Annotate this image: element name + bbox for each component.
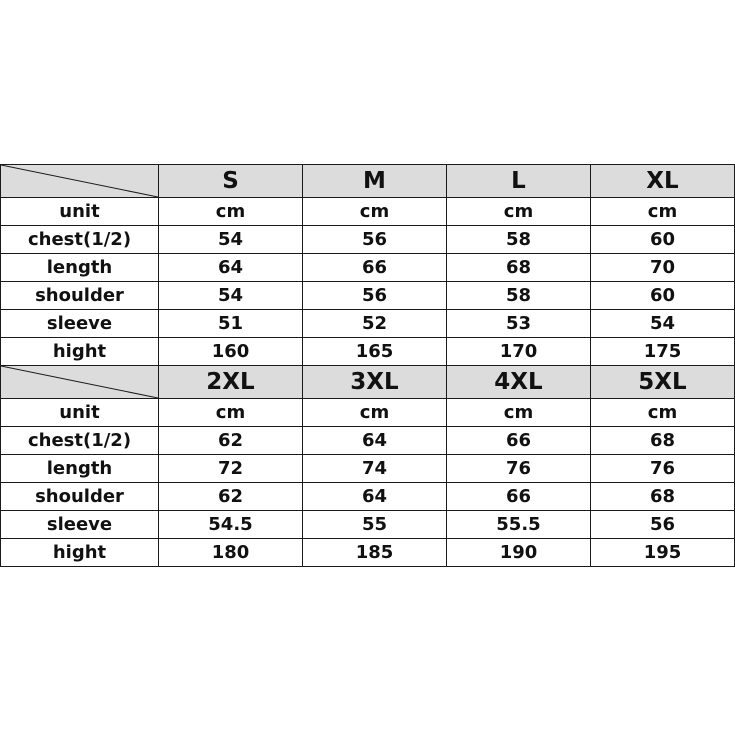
table-cell: 56 — [303, 226, 447, 254]
table-cell: 66 — [447, 427, 591, 455]
table-row — [1, 226, 735, 254]
size-header-row — [1, 165, 735, 198]
row-label: sleeve — [1, 310, 159, 338]
table-row — [1, 198, 735, 226]
table-row — [1, 310, 735, 338]
table-cell: 76 — [591, 455, 735, 483]
table-row — [1, 427, 735, 455]
table-cell: 58 — [447, 226, 591, 254]
row-label: chest(1/2) — [1, 226, 159, 254]
table-cell: cm — [303, 198, 447, 226]
table-cell: 53 — [447, 310, 591, 338]
table-cell: cm — [159, 399, 303, 427]
table-cell: 64 — [159, 254, 303, 282]
table-cell: 54.5 — [159, 511, 303, 539]
table-row — [1, 282, 735, 310]
table-row — [1, 539, 735, 567]
table-cell: 51 — [159, 310, 303, 338]
table-cell: 185 — [303, 539, 447, 567]
table-cell: 72 — [159, 455, 303, 483]
table-cell: 54 — [159, 226, 303, 254]
table-cell: cm — [447, 198, 591, 226]
row-label: hight — [1, 338, 159, 366]
table-cell: 64 — [303, 427, 447, 455]
size-chart-table — [0, 164, 735, 567]
header-corner-cell — [1, 165, 159, 198]
table-cell: 58 — [447, 282, 591, 310]
table-cell: 68 — [447, 254, 591, 282]
table-cell: 64 — [303, 483, 447, 511]
table-cell: 54 — [159, 282, 303, 310]
size-header: M — [303, 165, 447, 198]
row-label: unit — [1, 399, 159, 427]
table-row — [1, 483, 735, 511]
table-cell: 56 — [591, 511, 735, 539]
table-cell: 62 — [159, 483, 303, 511]
row-label: chest(1/2) — [1, 427, 159, 455]
table-cell: cm — [591, 198, 735, 226]
row-label: length — [1, 254, 159, 282]
table-cell: 70 — [591, 254, 735, 282]
table-row — [1, 254, 735, 282]
table-cell: 68 — [591, 427, 735, 455]
table-cell: 60 — [591, 282, 735, 310]
table-cell: 76 — [447, 455, 591, 483]
table-cell: cm — [159, 198, 303, 226]
size-header: L — [447, 165, 591, 198]
table-row — [1, 338, 735, 366]
diagonal-divider — [1, 165, 158, 197]
table-cell: 60 — [591, 226, 735, 254]
row-label: length — [1, 455, 159, 483]
table-cell: cm — [591, 399, 735, 427]
header-corner-cell — [1, 366, 159, 399]
row-label: shoulder — [1, 483, 159, 511]
diagonal-divider — [1, 366, 158, 398]
table-cell: 55.5 — [447, 511, 591, 539]
size-header: 2XL — [159, 366, 303, 399]
row-label: hight — [1, 539, 159, 567]
table-row — [1, 399, 735, 427]
table-cell: 180 — [159, 539, 303, 567]
table-cell: 56 — [303, 282, 447, 310]
table-cell: 170 — [447, 338, 591, 366]
row-label: sleeve — [1, 511, 159, 539]
row-label: shoulder — [1, 282, 159, 310]
size-header-row — [1, 366, 735, 399]
size-header: 4XL — [447, 366, 591, 399]
table-cell: 66 — [447, 483, 591, 511]
table-cell: 68 — [591, 483, 735, 511]
table-cell: 175 — [591, 338, 735, 366]
table-cell: 74 — [303, 455, 447, 483]
table-cell: 160 — [159, 338, 303, 366]
table-cell: 55 — [303, 511, 447, 539]
size-header: 5XL — [591, 366, 735, 399]
size-header: XL — [591, 165, 735, 198]
table-cell: 52 — [303, 310, 447, 338]
table-cell: cm — [303, 399, 447, 427]
table-cell: 62 — [159, 427, 303, 455]
table-cell: 165 — [303, 338, 447, 366]
table-cell: cm — [447, 399, 591, 427]
table-row — [1, 455, 735, 483]
table-cell: 66 — [303, 254, 447, 282]
size-header: S — [159, 165, 303, 198]
table-row — [1, 511, 735, 539]
table-cell: 190 — [447, 539, 591, 567]
table-cell: 54 — [591, 310, 735, 338]
size-header: 3XL — [303, 366, 447, 399]
table-cell: 195 — [591, 539, 735, 567]
row-label: unit — [1, 198, 159, 226]
